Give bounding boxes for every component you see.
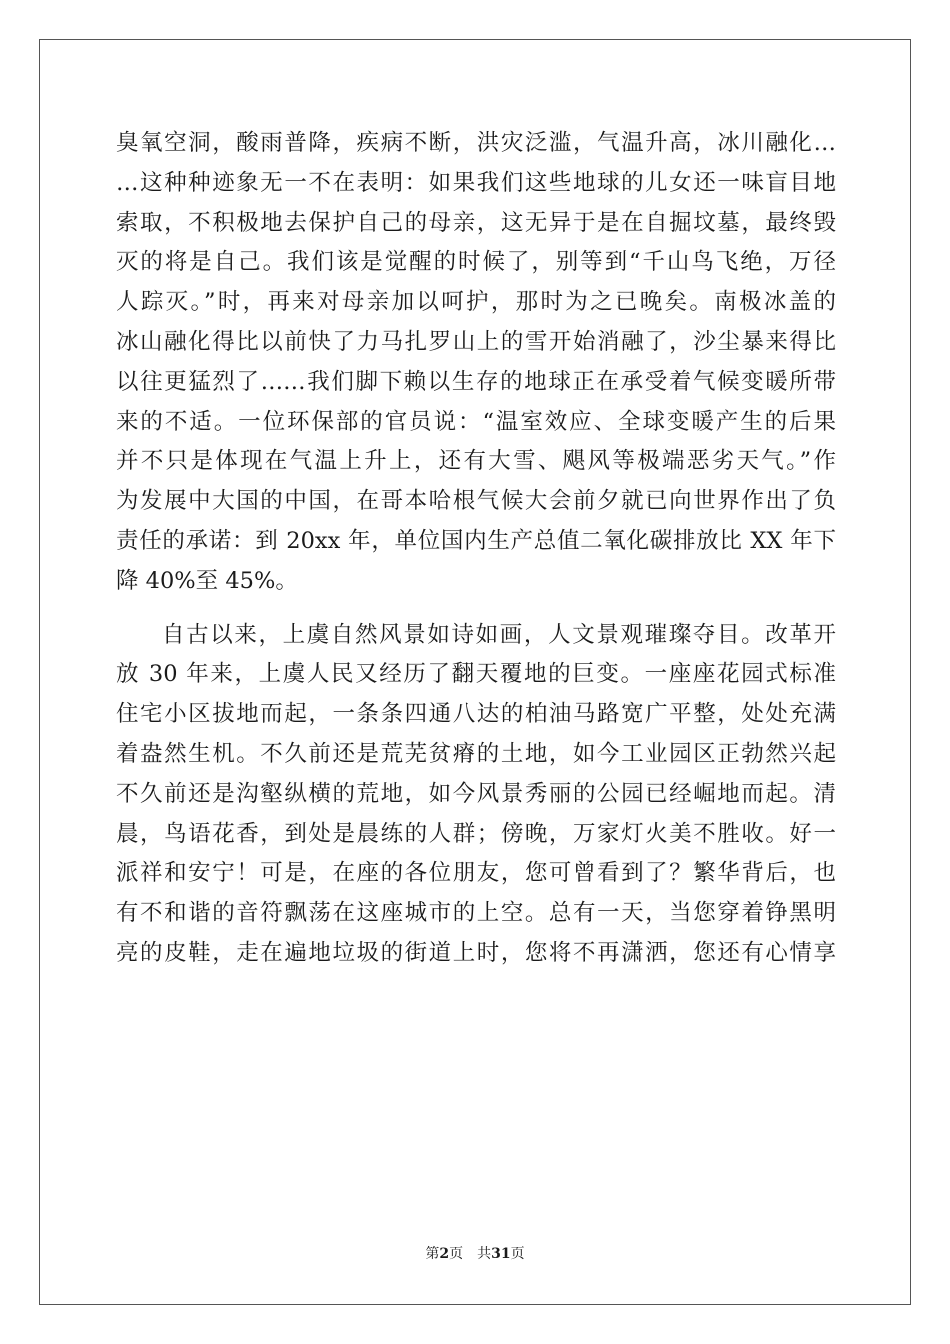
page-footer xyxy=(0,1245,950,1263)
paragraph-gap xyxy=(116,602,836,616)
text-line: 放 30 年来，上虞人民又经历了翻天覆地的巨变。一座座花园式标准 xyxy=(116,661,836,688)
text-line: 晨，鸟语花香，到处是晨练的人群；傍晚，万家灯火美不胜收。好一 xyxy=(116,820,836,847)
text-line: 为发展中大国的中国，在哥本哈根气候大会前夕就已向世界作出了负 xyxy=(116,488,836,515)
text-line: 亮的皮鞋，走在遍地垃圾的街道上时，您将不再潇洒，您还有心情享 xyxy=(116,939,836,966)
page-total: 共31页 xyxy=(477,1246,525,1262)
text-line: 责任的承诺：到 20xx 年，单位国内生产总值二氧化碳排放比 XX 年下 xyxy=(116,527,836,554)
page-number: 第2页 xyxy=(425,1246,464,1262)
text-line: 臭氧空洞，酸雨普降，疾病不断，洪灾泛滥，气温升高，冰川融化… xyxy=(116,130,836,156)
text-line: 来的不适。一位环保部的官员说：“温室效应、全球变暖产生的后果 xyxy=(116,408,836,435)
text-line: 人踪灭。”时，再来对母亲加以呵护，那时为之已晚矣。南极冰盖的 xyxy=(116,289,836,316)
text-line: 有不和谐的音符飘荡在这座城市的上空。总有一天，当您穿着铮黑明 xyxy=(116,900,836,927)
text-line: 住宅小区拔地而起，一条条四通八达的柏油马路宽广平整，处处充满 xyxy=(116,701,836,728)
text-line: 不久前还是沟壑纵横的荒地，如今风景秀丽的公园已经崛地而起。清 xyxy=(116,780,836,807)
text-line: 并不只是体现在气温上升上，还有大雪、飓风等极端恶劣天气。”作 xyxy=(116,448,836,475)
text-line: 以往更猛烈了……我们脚下赖以生存的地球正在承受着气候变暖所带 xyxy=(116,368,836,395)
text-line: 自古以来，上虞自然风景如诗如画，人文景观璀璨夺目。改革开 xyxy=(162,621,836,648)
text-line: 降 40%至 45%。 xyxy=(116,567,298,594)
document-body xyxy=(116,124,836,974)
text-line: 着盎然生机。不久前还是荒芜贫瘠的土地，如今工业园区正勃然兴起 xyxy=(116,740,836,767)
paragraph-1 xyxy=(116,124,836,602)
text-line: 灭的将是自己。我们该是觉醒的时候了，别等到“千山鸟飞绝，万径 xyxy=(116,249,836,276)
paragraph-2 xyxy=(116,616,836,974)
text-line: 冰山融化得比以前快了力马扎罗山上的雪开始消融了，沙尘暴来得比 xyxy=(116,328,836,355)
text-line: …这种种迹象无一不在表明：如果我们这些地球的儿女还一味盲目地 xyxy=(116,169,836,196)
text-line: 索取，不积极地去保护自己的母亲，这无异于是在自掘坟墓，最终毁 xyxy=(116,209,836,236)
text-line: 派祥和安宁！可是，在座的各位朋友，您可曾看到了？繁华背后，也 xyxy=(116,860,836,887)
